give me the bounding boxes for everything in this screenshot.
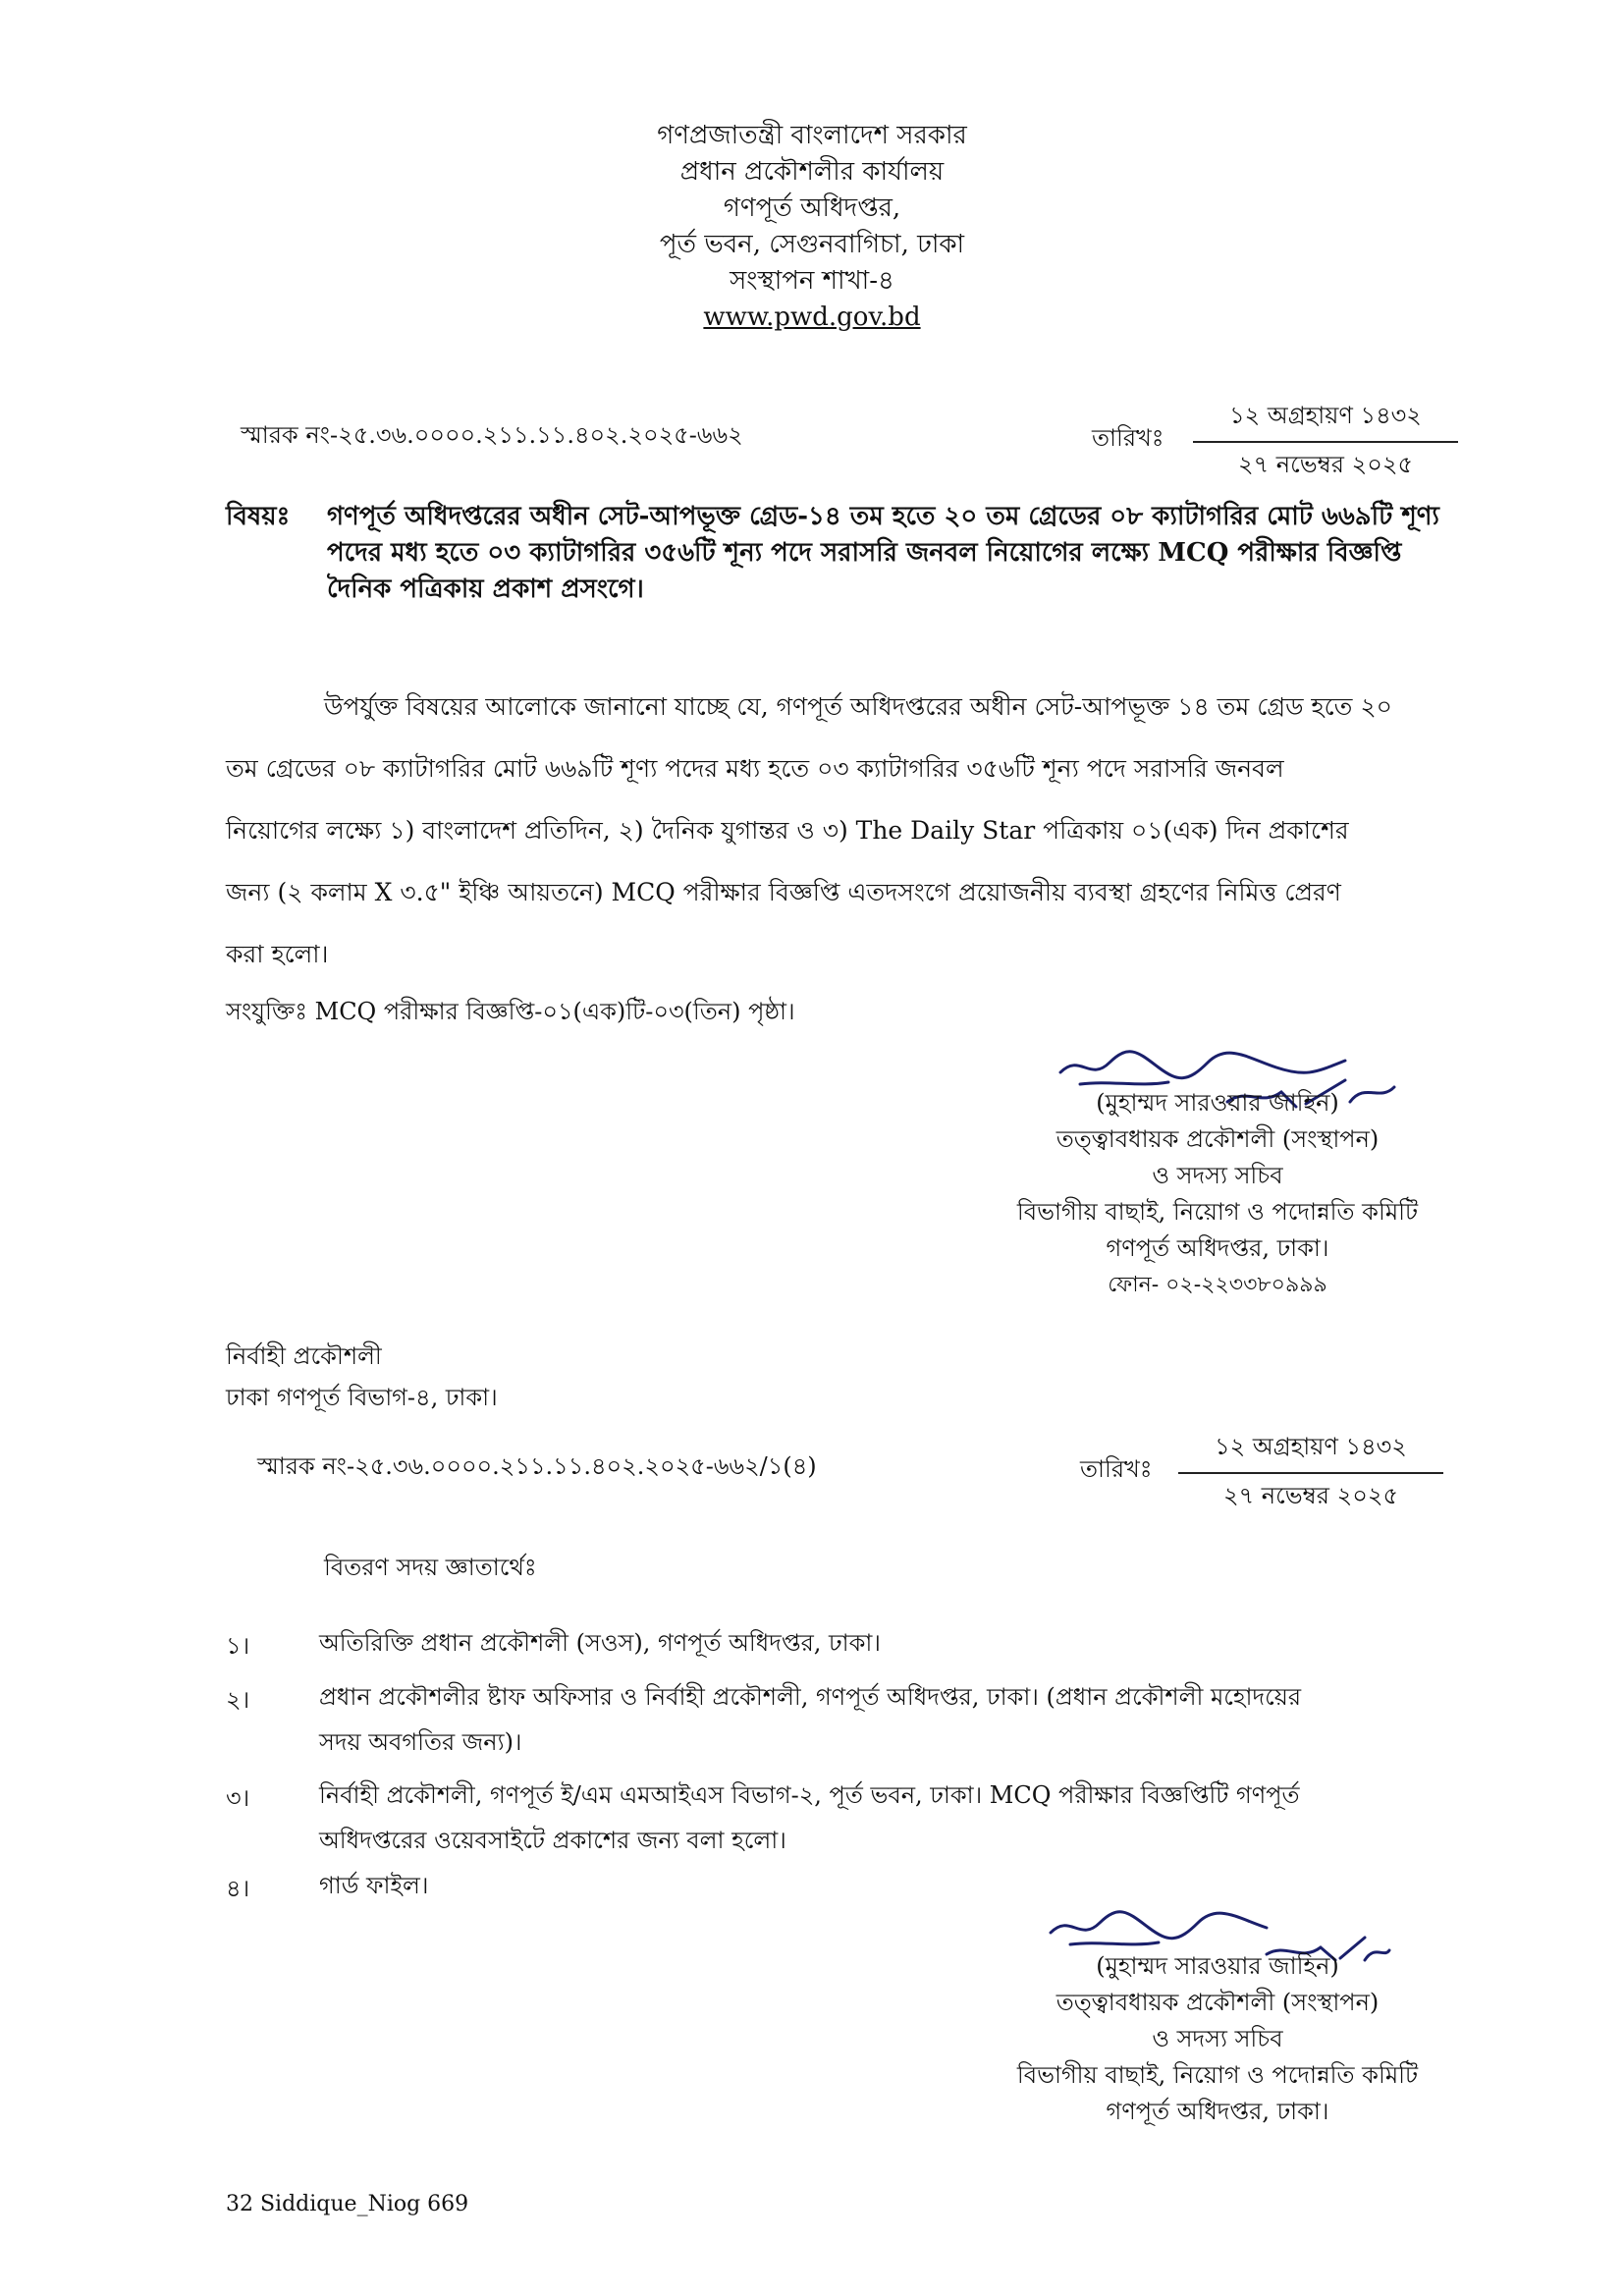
signatory-committee: বিভাগীয় বাছাই, নিয়োগ ও পদোন্নতি কমিটি [1016, 1198, 1419, 1226]
distribution-item-2-line-1: প্রধান প্রকৌশলীর ষ্টাফ অফিসার ও নির্বাহী প্রকৌশলী, গণপূর্ত অধিদপ্তর, ঢাকা। (প্রধান প্রকৌশলী মহোদয়ের [319, 1683, 1302, 1711]
subject-line-2: পদের মধ্য হতে ০৩ ক্যাটাগরির ৩৫৬টি শূন্য পদে সরাসরি জনবল নিয়োগের লক্ষ্যে MCQ পরীক্ষার বিজ্ঞপ্তি [327, 538, 1402, 568]
date-label-2: তারিখঃ [1080, 1455, 1153, 1483]
body-line-3: নিয়োগের লক্ষ্যে ১) বাংলাদেশ প্রতিদিন, ২) দৈনিক যুগান্তর ও ৩) The Daily Star পত্রিকায় ০১(এক) দিন প্রকাশের [226, 816, 1349, 845]
attachment-note: সংযুক্তিঃ MCQ পরীক্ষার বিজ্ঞপ্তি-০১(এক)টি-০৩(তিন) পৃষ্ঠা। [226, 998, 795, 1025]
signatory-name-2: (মুহাম্মদ সারওয়ার জাহিন) [1096, 1952, 1339, 1980]
signatory-office: গণপূর্ত অধিদপ্তর, ঢাকা। [1106, 1234, 1329, 1262]
subject-text [327, 499, 1490, 608]
date-english: ২৭ নভেম্বর ২০২৫ [1237, 451, 1414, 478]
header-office: প্রধান প্রকৌশলীর কার্যালয় [679, 157, 945, 187]
signatory-committee-2: বিভাগীয় বাছাই, নিয়োগ ও পদোন্নতি কমিটি [1016, 2061, 1419, 2089]
header-section: সংস্থাপন শাখা-৪ [730, 266, 894, 296]
distribution-item-3-line-1: নির্বাহী প্রকৌশলী, গণপূর্ত ই/এম এমআইএস বিভাগ-২, পূর্ত ভবন, ঢাকা। MCQ পরীক্ষার বিজ্ঞপ্তিটি গণপূর্ত [319, 1781, 1300, 1809]
signatory-title: তত্ত্বাবধায়ক প্রকৌশলী (সংস্থাপন) [1056, 1125, 1380, 1153]
distribution-item-1-number: ১। [226, 1632, 250, 1660]
distribution-item-2-line-2: সদয় অবগতির জন্য)। [319, 1728, 522, 1756]
signatory-name: (মুহাম্মদ সারওয়ার জাহিন) [1096, 1089, 1339, 1117]
distribution-item-1 [319, 1620, 1448, 1666]
date-bangla-2: ১২ অগ্রহায়ণ ১৪৩২ [1178, 1429, 1443, 1474]
date-box [1193, 398, 1458, 486]
distribution-item-1-line-1: অতিরিক্তি প্রধান প্রকৌশলী (সওস), গণপূর্ত অধিদপ্তর, ঢাকা। [319, 1629, 881, 1657]
body-line-5: করা হলো। [226, 940, 329, 968]
body-line-4: জন্য (২ কলাম X ৩.৫" ইঞ্চি আয়তনে) MCQ পরীক্ষার বিজ্ঞপ্তি এতদসংগে প্রয়োজনীয় ব্যবস্থা গ্রহণের নিমিত্ত প্রেরণ [226, 878, 1341, 906]
subject-line-3: দৈনিক পত্রিকায় প্রকাশ প্রসংগে। [327, 574, 644, 604]
signature-block-1 [943, 1085, 1492, 1303]
header-website-link[interactable]: www.pwd.gov.bd [703, 302, 921, 332]
distribution-item-3-number: ৩। [226, 1784, 250, 1812]
distribution-item-3 [319, 1773, 1448, 1863]
header-department: গণপূর্ত অধিদপ্তর, [723, 193, 901, 223]
signatory-title-2: তত্ত্বাবধায়ক প্রকৌশলী (সংস্থাপন) [1056, 1989, 1380, 2016]
recipient-block [226, 1336, 498, 1418]
signature-block-2 [943, 1948, 1492, 2130]
header-government: গণপ্রজাতন্ত্রী বাংলাদেশ সরকার [657, 121, 967, 150]
subject-label: বিষয়ঃ [226, 502, 291, 531]
date-label: তারিখঃ [1092, 424, 1164, 452]
date-english-2: ২৭ নভেম্বর ২০২৫ [1222, 1482, 1399, 1509]
header-address: পূর্ত ভবন, সেগুনবাগিচা, ঢাকা [659, 230, 965, 259]
subject-line-1: গণপূর্ত অধিদপ্তরের অধীন সেট-আপভূক্ত গ্রেড-১৪ তম হতে ২০ তম গ্রেডের ০৮ ক্যাটাগরির মোট ৬৬৯টি শূণ্য [327, 502, 1439, 531]
letterhead [0, 118, 1624, 336]
memo-number: স্মারক নং-২৫.৩৬.০০০০.২১১.১১.৪০২.২০২৫-৬৬২ [241, 421, 743, 449]
body-line-1: উপর্যুক্ত বিষয়ের আলোকে জানানো যাচ্ছে যে, গণপূর্ত অধিদপ্তরের অধীন সেট-আপভূক্ত ১৪ তম গ্রেড হতে ২০ [324, 692, 1392, 721]
distribution-item-2-number: ২। [226, 1686, 250, 1714]
date-bangla: ১২ অগ্রহায়ণ ১৪৩২ [1193, 398, 1458, 443]
body-line-2: তম গ্রেডের ০৮ ক্যাটাগরির মোট ৬৬৯টি শূণ্য পদের মধ্য হতে ০৩ ক্যাটাগরির ৩৫৬টি শূন্য পদে সরাসরি জনবল [226, 754, 1284, 783]
signatory-phone: ফোন- ০২-২২৩৩৮০৯৯৯ [1108, 1273, 1327, 1297]
distribution-item-4-line-1: গার্ড ফাইল। [319, 1872, 429, 1899]
signatory-role: ও সদস্য সচিব [1152, 1162, 1283, 1189]
memo-number-2: স্মারক নং-২৫.৩৬.০০০০.২১১.১১.৪০২.২০২৫-৬৬২/১(৪) [257, 1452, 817, 1480]
distribution-item-4-number: ৪। [226, 1875, 250, 1902]
signatory-office-2: গণপূর্ত অধিদপ্তর, ঢাকা। [1106, 2098, 1329, 2125]
distribution-item-3-line-2: অধিদপ্তরের ওয়েবসাইটে প্রকাশের জন্য বলা হলো। [319, 1827, 786, 1854]
recipient-office: ঢাকা গণপূর্ত বিভাগ-৪, ঢাকা। [226, 1384, 498, 1411]
body-paragraph [226, 676, 1463, 985]
distribution-item-2 [319, 1674, 1448, 1765]
signatory-role-2: ও সদস্য সচিব [1152, 2025, 1283, 2052]
date-box-2 [1178, 1429, 1443, 1517]
distribution-heading: বিতরণ সদয় জ্ঞাতার্থেঃ [324, 1554, 537, 1581]
footer-reference: 32 Siddique_Niog 669 [226, 2192, 469, 2216]
recipient-title: নির্বাহী প্রকৌশলী [226, 1342, 382, 1370]
